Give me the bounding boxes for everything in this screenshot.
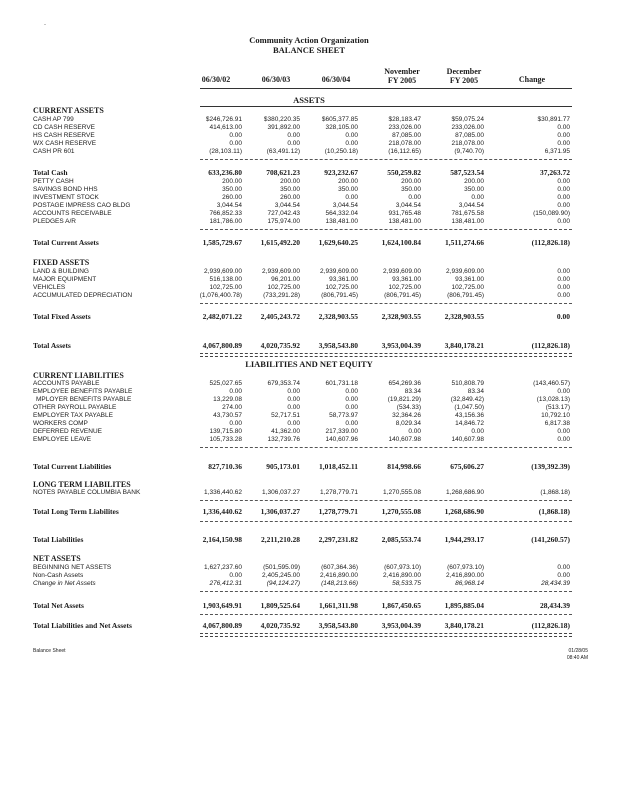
total-row: Total Cash 633,236.80 708,621.23 923,232.67 550,259.82 587,523.54 37,263.72 [33, 168, 570, 177]
table-row: CASH AP 799 $246,726.91 $380,220.35 $605,377.85 $28,183.47 $59,075.24 $30,891.77 [33, 116, 570, 123]
table-row: BEGINNING NET ASSETS 1,627,237.60 (501,595.09) (607,364.36) (607,973.10) (607,973.10) 0.00 [33, 564, 570, 571]
col-header-change: Change [518, 75, 546, 84]
table-row: EMPLOYEE BENEFITS PAYABLE 0.00 0.00 0.00 83.34 83.34 0.00 [33, 388, 570, 395]
total-row: Total Long Term Liabilites 1,336,440.62 1,306,037.27 1,278,779.71 1,270,555.08 1,268,686.90 (1,868.18) [33, 507, 570, 516]
total-row: Total Liabilities and Net Assets 4,067,800.89 4,020,735.92 3,958,543.80 3,953,004.39 3,840,178.21 (112,826.18) [33, 621, 570, 630]
table-row: ACCOUNTS PAYABLE 525,027.65 679,353.74 601,731.18 654,269.36 510,808.79 (143,460.57) [33, 380, 570, 387]
footer-left: Balance Sheet [33, 648, 66, 654]
table-row: CD CASH RESERVE 414,613.00 391,892.00 328,105.00 233,026.00 233,026.00 0.00 [33, 124, 570, 131]
total-row: Total Assets 4,067,800.89 4,020,735.92 3,958,543.80 3,953,004.39 3,840,178.21 (112,826.18) [33, 341, 570, 350]
table-row: OTHER PAYROLL PAYABLE 274.00 0.00 0.00 (534.33) (1,047.50) (513.17) [33, 404, 570, 411]
fixed-assets-heading: FIXED ASSETS [33, 258, 90, 267]
col-header-november: November FY 2005 [384, 67, 420, 85]
table-row: POSTAGE IMPRESS CAO BLDG 3,044.54 3,044.54 3,044.54 3,044.54 3,044.54 0.00 [33, 202, 570, 209]
current-assets-heading: CURRENT ASSETS [33, 106, 104, 115]
total-row: Total Current Assets 1,585,729.67 1,615,492.20 1,629,640.25 1,624,100.84 1,511,274.66 (112,826.18) [33, 238, 570, 247]
total-row: Total Net Assets 1,903,649.91 1,809,525.64 1,661,311.98 1,867,450.65 1,895,885.04 28,434.39 [33, 601, 570, 610]
total-row: Total Current Liabilities 827,710.36 905,173.01 1,018,452.11 814,998.66 675,606.27 (139,392.39) [33, 462, 570, 471]
subtotal-rule [200, 500, 572, 501]
scan-mark: - [44, 22, 46, 28]
table-row: ACCUMULATED DEPRECIATION (1,076,400.78) (733,291.28) (806,791.45) (806,791.45) (806,791.45) 0.00 [33, 292, 570, 299]
col-header-0630-03: 06/30/03 [261, 75, 291, 84]
table-row: CASH PR 601 (28,103.11) (63,491.12) (10,250.18) (16,112.65) (9,740.70) 6,371.95 [33, 148, 570, 155]
subtotal-rule [200, 159, 572, 160]
double-rule [200, 633, 572, 637]
table-row: PETTY CASH 200.00 200.00 200.00 200.00 200.00 0.00 [33, 178, 570, 185]
table-row: INVESTMENT STOCK 260.00 260.00 0.00 0.00 0.00 0.00 [33, 194, 570, 201]
table-row: Non-Cash Assets 0.00 2,405,245.00 2,416,890.00 2,416,890.00 2,416,890.00 0.00 [33, 572, 570, 579]
net-assets-heading: NET ASSETS [33, 554, 81, 563]
organization-name: Community Action Organization [249, 35, 369, 45]
table-row: MAJOR EQUIPMENT 516,138.00 96,201.00 93,361.00 93,361.00 93,361.00 0.00 [33, 276, 570, 283]
col-header-0630-02: 06/30/02 [201, 75, 231, 84]
table-row: HS CASH RESERVE 0.00 0.00 0.00 87,085.00 87,085.00 0.00 [33, 132, 570, 139]
subtotal-rule [200, 591, 572, 592]
table-row: DEFERRED REVENUE 139,715.80 41,362.00 217,339.00 0.00 0.00 0.00 [33, 428, 570, 435]
subtotal-rule [200, 614, 572, 615]
table-row: LAND & BUILDING 2,939,609.00 2,939,609.00 2,939,609.00 2,939,609.00 2,939,609.00 0.00 [33, 268, 570, 275]
subtotal-rule [200, 303, 572, 304]
table-row: Change in Net Assets 276,412.31 (94,124.27) (148,213.66) 58,533.75 86,968.14 28,434.39 [33, 580, 570, 587]
assets-heading: ASSETS [293, 95, 325, 105]
table-row: NOTES PAYABLE COLUMBIA BANK 1,336,440.62 1,306,037.27 1,278,779.71 1,270,555.08 1,268,686.90 (1,868.18) [33, 489, 570, 496]
header-rule [200, 88, 572, 89]
total-row: Total Fixed Assets 2,482,071.22 2,405,243.72 2,328,903.55 2,328,903.55 2,328,903.55 0.00 [33, 312, 570, 321]
footer-time: 08:40 AM [566, 655, 588, 661]
current-liabilities-heading: CURRENT LIABILITIES [33, 371, 124, 380]
table-row: WORKERS COMP 0.00 0.00 0.00 8,029.34 14,846.72 6,817.38 [33, 420, 570, 427]
report-title: BALANCE SHEET [272, 45, 346, 55]
subtotal-rule [200, 447, 572, 448]
col-header-december: December FY 2005 [446, 67, 482, 85]
subtotal-rule [200, 521, 572, 522]
total-row: Total Liabilities 2,164,150.98 2,211,210.28 2,297,231.82 2,085,553.74 1,944,293.17 (141,260.57) [33, 535, 570, 544]
col-header-0630-04: 06/30/04 [321, 75, 351, 84]
assets-rule [200, 106, 572, 107]
table-row: MPLOYER BENEFITS PAYABLE 13,229.08 0.00 0.00 (19,821.29) (32,849.42) (13,028.13) [36, 396, 570, 403]
table-row: EMPLOYEE LEAVE 105,733.28 132,739.76 140,607.96 140,607.98 140,607.98 0.00 [33, 436, 570, 443]
table-row: SAVINGS BOND HHS 350.00 350.00 350.00 350.00 350.00 0.00 [33, 186, 570, 193]
long-term-heading: LONG TERM LIABILITES [33, 480, 131, 489]
table-row: EMPLOYER TAX PAYABLE 43,730.57 52,717.51 58,773.97 32,364.26 43,156.36 10,792.10 [33, 412, 570, 419]
liabilities-heading: LIABILITIES AND NET EQUITY [245, 359, 373, 369]
footer-date: 01/28/05 [568, 648, 588, 654]
table-row: WX CASH RESERVE 0.00 0.00 0.00 218,078.00 218,078.00 0.00 [33, 140, 570, 147]
double-rule [200, 353, 572, 357]
table-row: ACCOUNTS RECEIVABLE 766,852.33 727,042.43 564,332.04 931,765.48 781,675.58 (150,089.90) [33, 210, 570, 217]
subtotal-rule [200, 229, 572, 230]
table-row: PLEDGES A/R 181,786.00 175,974.00 138,481.00 138,481.00 138,481.00 0.00 [33, 218, 570, 225]
table-row: VEHICLES 102,725.00 102,725.00 102,725.00 102,725.00 102,725.00 0.00 [33, 284, 570, 291]
